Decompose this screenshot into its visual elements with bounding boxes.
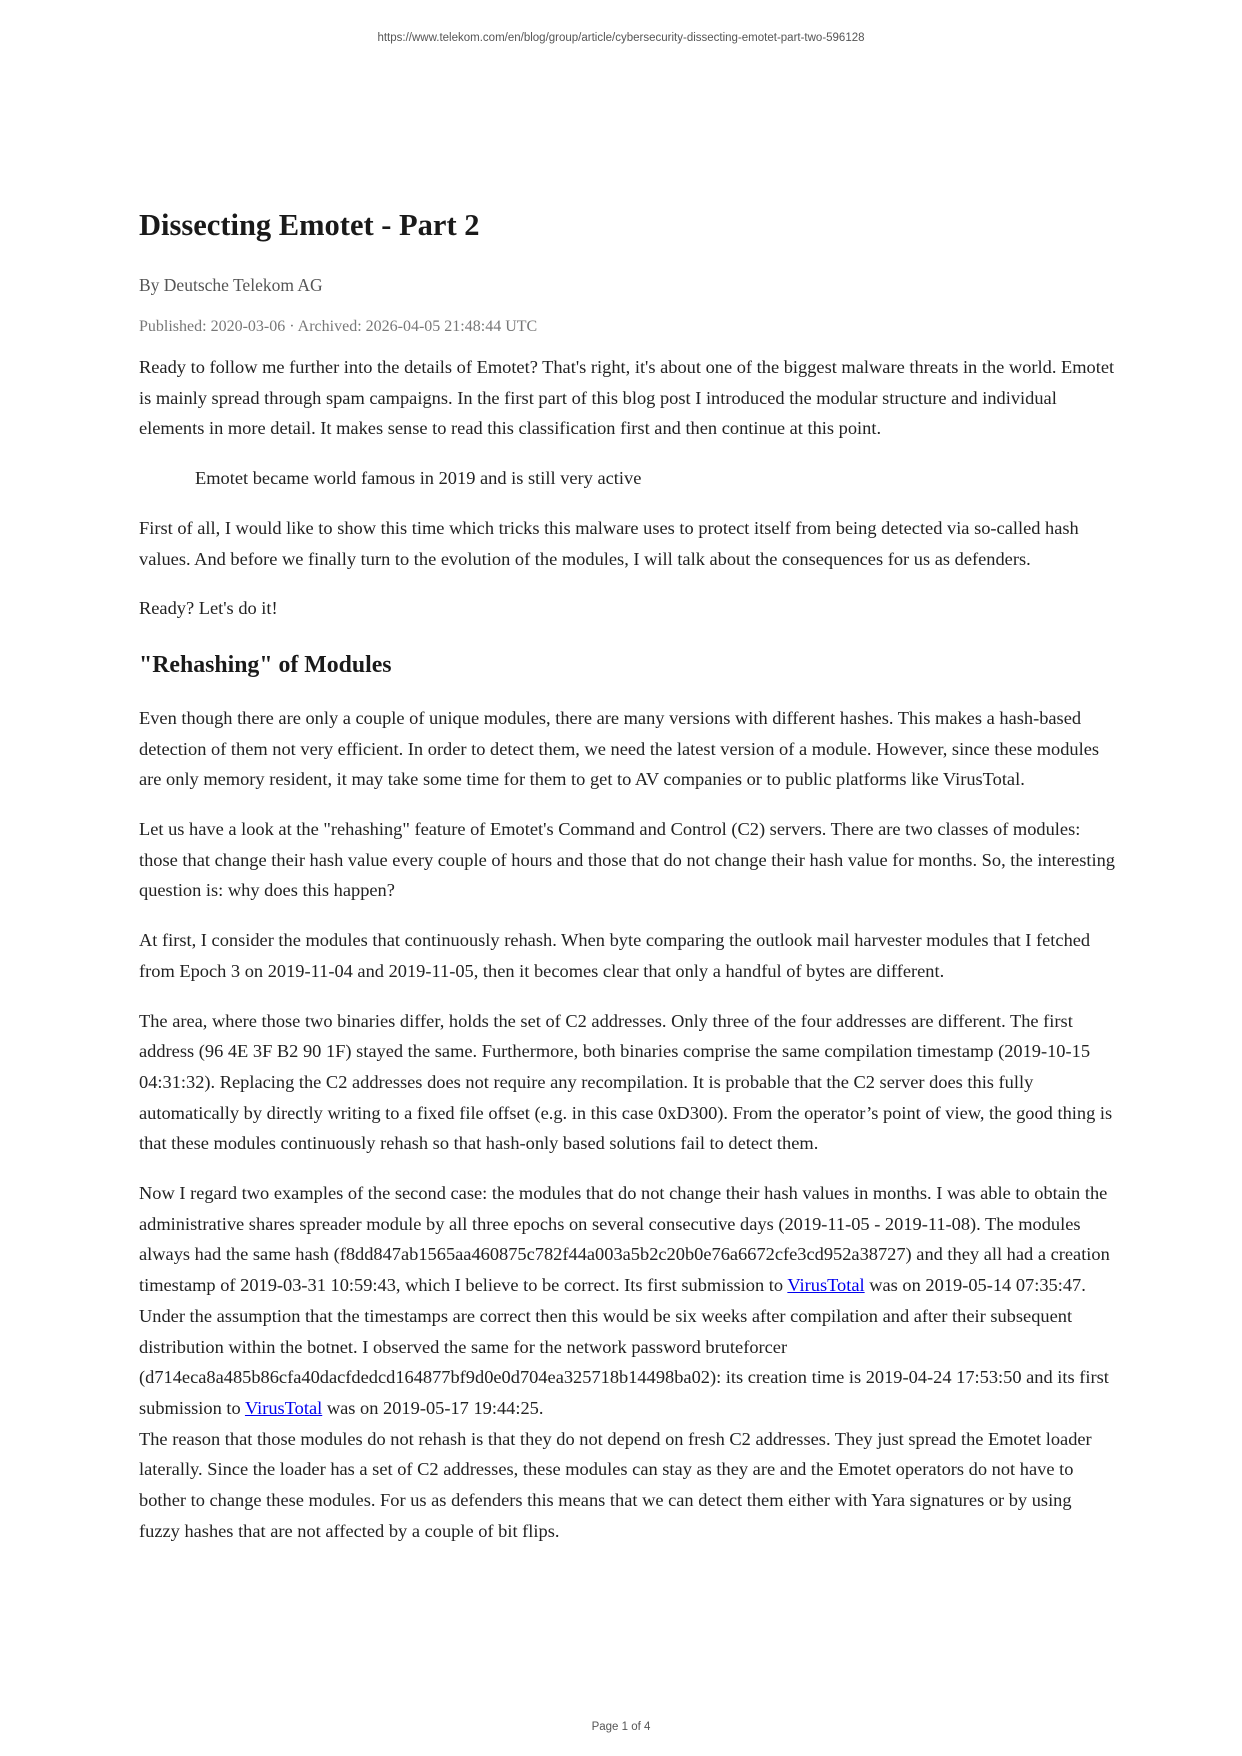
- paragraph-continuous-rehash: At first, I consider the modules that continuously rehash. When byte comparing the outlook mail harvester modules that I fetched from Epoch 3 on 2019-11-04 and 2019-11-05, then it becomes clear that only a handful of bytes are different.: [139, 930, 1091, 981]
- paragraph-unique-modules: Even though there are only a couple of unique modules, there are many versions with different hashes. This makes a hash-based detection of them not very efficient. In order to detect them, we need the latest version of a module. However, since these modules are only memory resident, it may take some time for them to get to AV companies or to public platforms like VirusTotal.: [139, 707, 1100, 790]
- page-number: Page 1 of 4: [591, 1721, 651, 1733]
- second-case-text-3: was on 2019-05-17 19:44:25.: [322, 1397, 544, 1418]
- paragraph-no-rehash-reason: The reason that those modules do not rehash is that they do not depend on fresh C2 addresses. They just spread the Emotet loader laterally. Since the loader has a set of C2 addresses, these modules can stay as they are and the Emotet operators do not have to bother to change these modules. For us as defenders this means that we can detect them either with Yara signatures or by using fuzzy hashes that are not affected by a couple of bit flips.: [139, 1428, 1092, 1541]
- pull-quote: Emotet became world famous in 2019 and is still very active: [195, 468, 642, 489]
- article-byline: By Deutsche Telekom AG: [139, 275, 323, 295]
- article: [139, 205, 1115, 1547]
- section-heading-rehashing: "Rehashing" of Modules: [139, 651, 392, 678]
- paragraph-defenders: First of all, I would like to show this time which tricks this malware uses to protect itself from being detected via so-called hash values. And before we finally turn to the evolution of the modules, I will talk about the consequences for us as defenders.: [139, 517, 1079, 569]
- article-title: Dissecting Emotet - Part 2: [139, 208, 480, 242]
- page-url-header: https://www.telekom.com/en/blog/group/article/cybersecurity-dissecting-emotet-part-two-596128: [377, 32, 865, 44]
- paragraph-second-case: [139, 1178, 1115, 1424]
- intro-paragraph: Ready to follow me further into the details of Emotet? That's right, it's about one of the biggest malware threats in the world. Emotet is mainly spread through spam campaigns. In the first part of this blog post I introduced the modular structure and individual elements in more detail. It makes sense to read this classification first and then continue at this point.: [139, 357, 1115, 439]
- paragraph-c2-addresses: The area, where those two binaries differ, holds the set of C2 addresses. Only three of the four addresses are different. The first address (96 4E 3F B2 90 1F) stayed the same. Furthermore, both binaries comprise the same compilation timestamp (2019-10-15 04:31:32). Replacing the C2 addresses does not require any recompilation. It is probable that the C2 server does this fully automatically by directly writing to a fixed file offset (e.g. in this case 0xD300). From the operator’s point of view, the good thing is that these modules continuously rehash so that hash-only based solutions fail to detect them.: [139, 1010, 1113, 1154]
- virustotal-link-1[interactable]: VirusTotal: [787, 1275, 865, 1296]
- article-meta: Published: 2020-03-06 · Archived: 2026-04-05 21:48:44 UTC: [139, 318, 538, 335]
- paragraph-ready: Ready? Let's do it!: [139, 598, 278, 619]
- second-case-text-2: was on 2019-05-14 07:35:47. Under the assumption that the timestamps are correct then this would be six weeks after compilation and after their subsequent distribution within the botnet. I observed the same for the network password bruteforcer (d714eca8a485b86cfa40dacfdedcd164877bf9d0e0d704ea325718b14498ba02): its creation time is 2019-04-24 17:53:50 and its first submission to: [139, 1275, 1109, 1418]
- second-case-text-1: Now I regard two examples of the second case: the modules that do not change their hash values in months. I was able to obtain the administrative shares spreader module by all three epochs on several consecutive days (2019-11-05 - 2019-11-08). The modules always had the same hash (f8dd847ab1565aa460875c782f44a003a5b2c20b0e76a6672cfe3cd952a38727) and they all had a creation timestamp of 2019-03-31 10:59:43, which I believe to be correct. Its first submission to: [139, 1183, 1110, 1296]
- virustotal-link-2[interactable]: VirusTotal: [244, 1397, 323, 1418]
- paragraph-rehashing-feature: Let us have a look at the "rehashing" feature of Emotet's Command and Control (C2) servers. There are two classes of modules: those that change their hash value every couple of hours and those that do not change their hash value for months. So, the interesting question is: why does this happen?: [139, 819, 1115, 901]
